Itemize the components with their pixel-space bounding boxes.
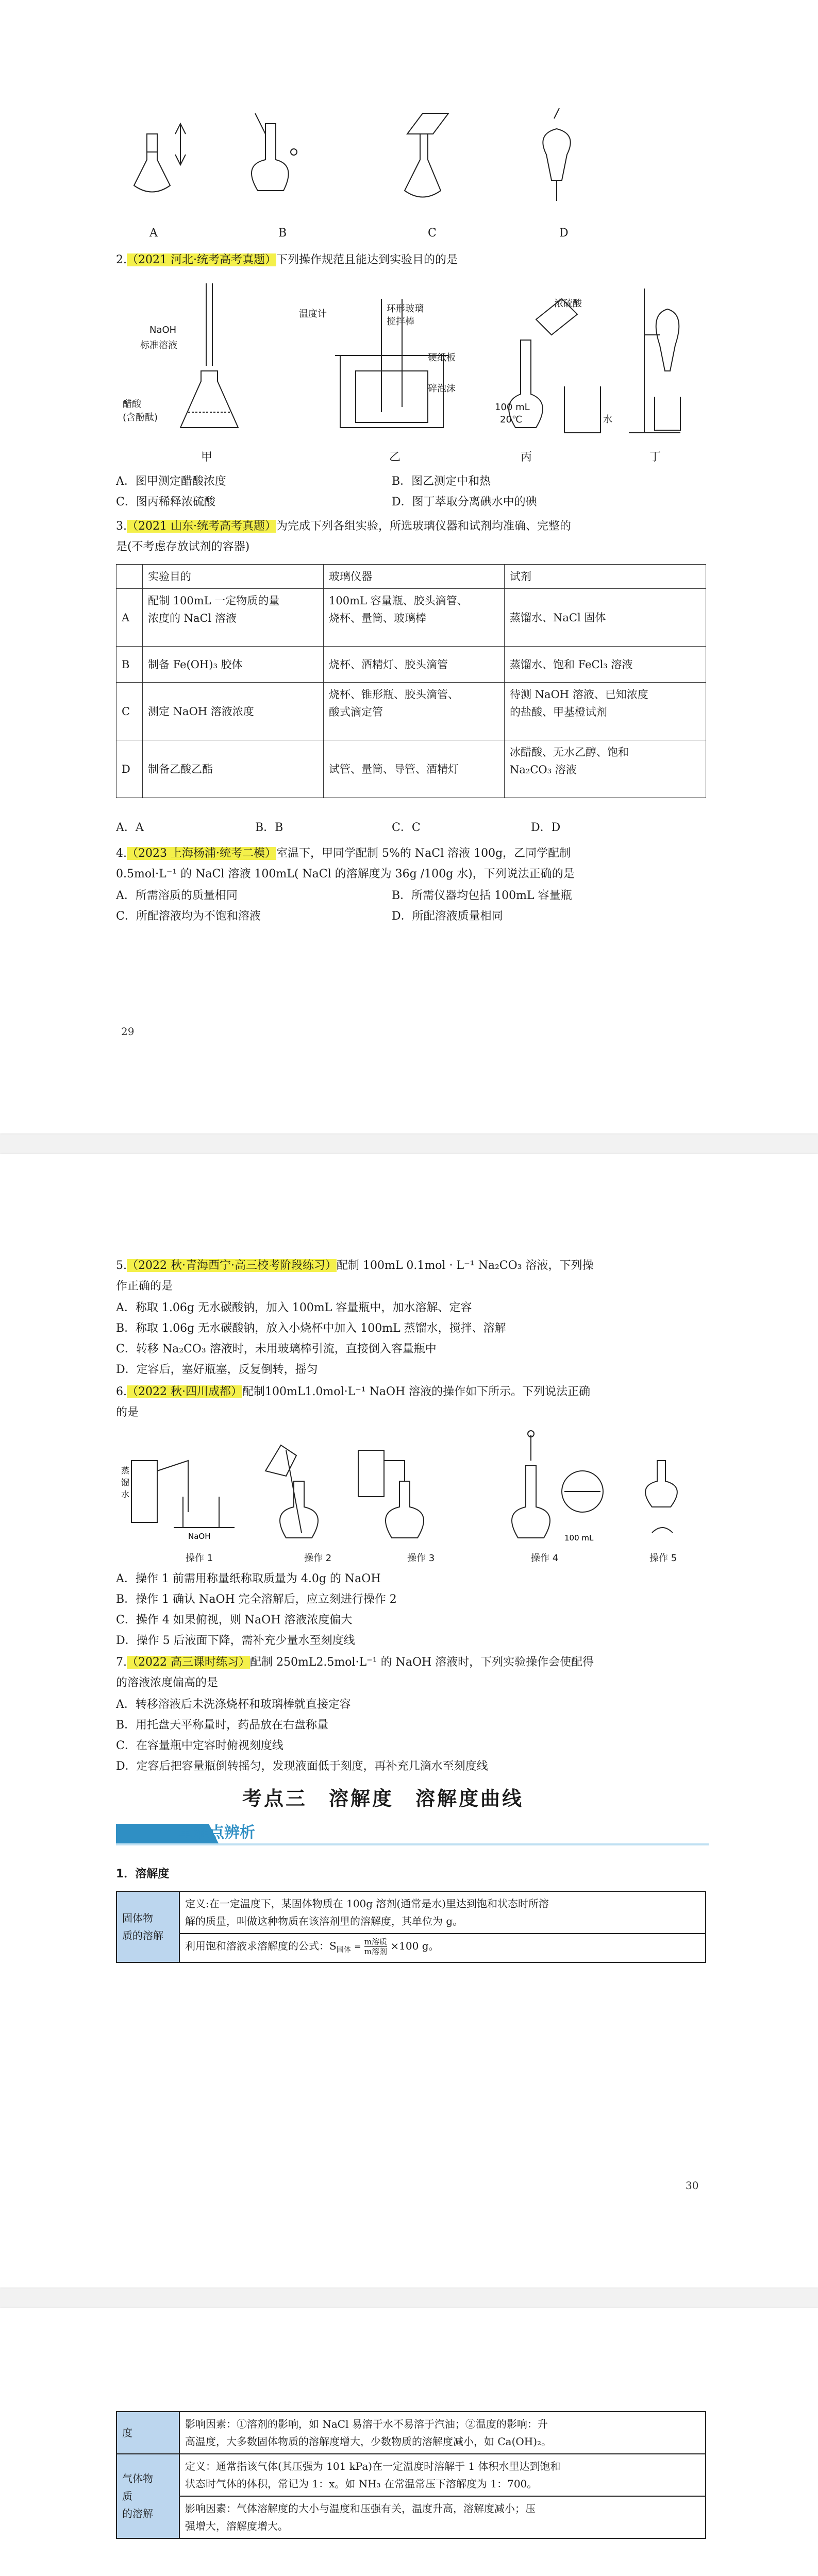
q6-step-5: 操作 5 xyxy=(649,1553,677,1564)
q3-cell-glass xyxy=(324,589,505,647)
q3-cell-reagent xyxy=(505,683,706,740)
q3-option-c: C．C xyxy=(392,821,421,834)
q3-stem xyxy=(116,518,571,535)
q7-num: 7. xyxy=(116,1656,127,1669)
q7-stem-text: 配制 250mL2.5mol·L⁻¹ 的 NaOH 溶液时，下列实验操作会使配得 xyxy=(249,1656,594,1669)
def-gas-factor-row xyxy=(179,2496,706,2538)
q3-row-key: C xyxy=(116,683,143,740)
q3-header-reagent: 试剂 xyxy=(505,565,706,589)
cell-line: Na₂CO₃ 溶液 xyxy=(510,764,577,776)
banner-rule xyxy=(116,1843,709,1845)
q2-label-water: 水 xyxy=(603,414,612,425)
q3-header-glass: 玻璃仪器 xyxy=(324,565,505,589)
q4-source-tag: （2023 上海杨浦·统考二模） xyxy=(127,847,276,860)
q7-option-d: D．定容后把容量瓶倒转摇匀，发现液面低于刻度，再补充几滴水至刻度线 xyxy=(116,1760,488,1773)
table-row xyxy=(116,1934,706,1962)
formula-sub: 固体 xyxy=(336,1946,351,1954)
q4-option-b: B．所需仪器均包括 100mL 容量瓶 xyxy=(392,889,572,902)
q6-label-naoh: NaOH xyxy=(188,1532,211,1541)
cell-line: 蒸馏水、饱和 FeCl₃ 溶液 xyxy=(510,658,633,671)
q6-stem-2: 的是 xyxy=(116,1406,139,1419)
q2-source-tag: （2021 河北·统考高考真题） xyxy=(127,253,276,266)
q6-option-c: C．操作 4 如果俯视，则 NaOH 溶液浓度偏大 xyxy=(116,1614,353,1626)
cell-line: 100mL 容量瓶、胶头滴管、 xyxy=(329,595,468,607)
page-30 xyxy=(0,1154,818,2287)
formula-numerator: m溶质 xyxy=(364,1937,388,1946)
q7-option-c: C．在容量瓶中定容时俯视刻度线 xyxy=(116,1739,283,1752)
q2-option-c: C．图丙稀释浓硫酸 xyxy=(116,496,215,509)
q3-cell-reagent xyxy=(505,647,706,683)
q6-label-water-2: 馏 xyxy=(121,1478,130,1487)
cell-line: 高温度，大多数固体物质的溶解度增大，少数物质的溶解度减小，如 Ca(OH)₂。 xyxy=(185,2435,552,2448)
cell-line: 质 xyxy=(122,2490,132,2502)
q2-option-b: B．图乙测定中和热 xyxy=(392,475,491,488)
q6-stem xyxy=(116,1383,590,1401)
cell-line: 烧杯、酒精灯、胶头滴管 xyxy=(329,658,448,671)
subhead-solubility: 1．溶解度 xyxy=(116,1868,170,1880)
q2-caption-1: 甲 xyxy=(201,451,213,464)
formula-text: 利用饱和溶液求溶解度的公式：S xyxy=(185,1940,337,1952)
q3-cell-purpose xyxy=(143,647,324,683)
q6-step-4: 操作 4 xyxy=(531,1553,559,1564)
table-row xyxy=(116,740,706,798)
q2-option-a: A．图甲测定醋酸浓度 xyxy=(116,475,226,488)
table-row xyxy=(116,683,706,740)
q7-source-tag: （2022 高三课时练习） xyxy=(127,1656,250,1669)
banner-title: 重难点辨析 xyxy=(178,1824,255,1842)
cell-line: 强增大，溶解度增大。 xyxy=(185,2520,288,2532)
apparatus-figure-top xyxy=(119,103,634,227)
cell-line: 试管、量筒、导管、酒精灯 xyxy=(329,762,459,775)
q7-option-a: A．转移溶液后未洗涤烧杯和玻璃棒就直接定容 xyxy=(116,1698,351,1711)
q3-table xyxy=(116,564,706,798)
q5-num: 5. xyxy=(116,1259,127,1272)
definition-table-bottom xyxy=(116,2411,706,2539)
cell-line: 烧杯、量筒、玻璃棒 xyxy=(329,612,426,624)
q6-option-b: B．操作 1 确认 NaOH 完全溶解后，应立刻进行操作 2 xyxy=(116,1593,397,1606)
q2-label-vol1: 100 mL xyxy=(495,402,530,413)
cell-line: 影响因素：①溶剂的影响，如 NaCl 易溶于水不易溶于汽油；②温度的影响：升 xyxy=(185,2418,548,2430)
q3-cell-glass xyxy=(324,740,505,798)
q6-step-2: 操作 2 xyxy=(304,1553,332,1564)
q6-label-vol: 100 mL xyxy=(564,1533,594,1543)
q2-label-foam: 碎泡沫 xyxy=(428,383,456,394)
cell-line: 的溶解 xyxy=(122,2507,153,2520)
cell-line: 制备 Fe(OH)₃ 胶体 xyxy=(148,658,243,671)
apparatus-label-b: B xyxy=(278,227,287,240)
q6-label-water-1: 蒸 xyxy=(121,1466,130,1476)
cell-line: 蒸馏水、NaCl 固体 xyxy=(510,611,606,624)
q5-stem xyxy=(116,1257,593,1275)
q6-source-tag: （2022 秋·四川成都） xyxy=(127,1385,242,1398)
q2-caption-4: 丁 xyxy=(649,451,661,464)
q3-row-key: A xyxy=(116,589,143,647)
q6-option-d: D．操作 5 后液面下降，需补充少量水至刻度线 xyxy=(116,1634,355,1647)
q7-option-b: B．用托盘天平称量时，药品放在右盘称量 xyxy=(116,1719,329,1732)
page-31 xyxy=(0,2308,818,2576)
def-key-solid xyxy=(116,1891,179,1962)
q5-option-a: A．称取 1.06g 无水碳酸钠，加入 100mL 容量瓶中，加水溶解、定容 xyxy=(116,1301,472,1314)
q4-option-a: A．所需溶质的质量相同 xyxy=(116,889,238,902)
q3-stem-text: 为完成下列各组实验，所选玻璃仪器和试剂均准确、完整的 xyxy=(276,520,571,533)
q3-header-blank xyxy=(116,565,143,589)
formula-tail: ×100 g。 xyxy=(390,1940,439,1952)
q2-label-lid: 硬纸板 xyxy=(428,352,456,363)
q5-stem-text: 配制 100mL 0.1mol · L⁻¹ Na₂CO₃ 溶液，下列操 xyxy=(336,1259,594,1272)
q3-cell-purpose xyxy=(143,740,324,798)
q2-caption-3: 丙 xyxy=(521,451,532,464)
q4-option-c: C．所配溶液均为不饱和溶液 xyxy=(116,910,261,923)
q3-row-key: B xyxy=(116,647,143,683)
q2-label-stirrer2: 搅拌棒 xyxy=(387,316,414,327)
q6-step-1: 操作 1 xyxy=(186,1553,213,1564)
def-key-degree: 度 xyxy=(116,2412,179,2454)
q6-stem-text: 配制100mL1.0mol·L⁻¹ NaOH 溶液的操作如下所示。下列说法正确 xyxy=(242,1385,591,1398)
section-title: 考点三 溶解度 溶解度曲线 xyxy=(242,1787,524,1810)
def-row2: 利用饱和溶液求溶解度的公式：$S_{固体}$ = m溶质 m溶剂 ×100 g。 xyxy=(179,1934,706,1962)
q3-cell-reagent xyxy=(505,589,706,647)
cell-line: 冰醋酸、无水乙醇、饱和 xyxy=(510,746,629,758)
def-row1 xyxy=(179,1891,706,1934)
page-29 xyxy=(0,0,818,1133)
table-row xyxy=(116,1891,706,1934)
q4-stem-2: 0.5mol·L⁻¹ 的 NaCl 溶液 100mL( NaCl 的溶解度为 36g /100g 水)，下列说法正确的是 xyxy=(116,868,575,880)
table-row xyxy=(116,647,706,683)
q3-header-purpose: 实验目的 xyxy=(143,565,324,589)
cell-line: 酸式滴定管 xyxy=(329,706,383,718)
q2-num: 2. xyxy=(116,253,127,266)
q2-label-std: 标准溶液 xyxy=(140,340,177,351)
q2-label-acid: 醋酸 xyxy=(123,399,141,410)
q5-stem-2: 作正确的是 xyxy=(116,1280,173,1293)
cell-line: 烧杯、锥形瓶、胶头滴管、 xyxy=(329,688,459,701)
q6-option-a: A．操作 1 前需用称量纸称取质量为 4.0g 的 NaOH xyxy=(116,1572,381,1585)
q3-stem-2: 是(不考虑存放试剂的容器) xyxy=(116,540,250,553)
q3-cell-glass xyxy=(324,647,505,683)
q2-label-thermo: 温度计 xyxy=(299,309,327,319)
table-row xyxy=(116,2496,706,2538)
q2-label-phenol: (含酚酞) xyxy=(123,412,158,423)
cell-line: 配制 100mL 一定物质的量 xyxy=(148,595,280,607)
cell-line: 影响因素：气体溶解度的大小与温度和压强有关，温度升高，溶解度减小；压 xyxy=(185,2502,536,2515)
q6-procedure-figure xyxy=(116,1430,709,1548)
q7-stem xyxy=(116,1654,594,1671)
apparatus-label-d: D xyxy=(559,227,569,240)
q4-stem-text: 室温下，甲同学配制 5%的 NaCl 溶液 100g，乙同学配制 xyxy=(276,847,571,860)
q5-option-c: C．转移 Na₂CO₃ 溶液时，未用玻璃棒引流，直接倒入容量瓶中 xyxy=(116,1343,437,1355)
table-row xyxy=(116,2412,706,2454)
page-number: 29 xyxy=(121,1025,135,1038)
cell-line: 状态时气体的体积，常记为 1：x。如 NH₃ 在常温常压下溶解度为 1：700。 xyxy=(185,2478,538,2490)
q6-label-water-3: 水 xyxy=(121,1489,130,1499)
q5-option-b: B．称取 1.06g 无水碳酸钠，放入小烧杯中加入 100mL 蒸馏水，搅拌、溶解 xyxy=(116,1322,506,1335)
cell-line: 待测 NaOH 溶液、已知浓度 xyxy=(510,688,648,701)
apparatus-label-a: A xyxy=(149,227,158,240)
q2-label-conc-acid: 浓硫酸 xyxy=(554,298,582,309)
def-key-gas xyxy=(116,2454,179,2538)
apparatus-label-c: C xyxy=(428,227,437,240)
definition-table-top xyxy=(116,1891,706,1963)
q7-stem-2: 的溶液浓度偏高的是 xyxy=(116,1676,219,1689)
cell-line: 的盐酸、甲基橙试剂 xyxy=(510,706,607,718)
q3-option-a: A．A xyxy=(116,821,144,834)
q3-row-key: D xyxy=(116,740,143,798)
q2-option-d: D．图丁萃取分离碘水中的碘 xyxy=(392,496,537,509)
q2-label-stirrer1: 环形玻璃 xyxy=(387,303,424,314)
q4-stem xyxy=(116,845,571,862)
cell-line: 质的溶解 xyxy=(122,1929,163,1942)
q3-source-tag: （2021 山东·统考高考真题） xyxy=(127,520,276,533)
def-gas-row xyxy=(179,2454,706,2496)
cell-line: 固体物 xyxy=(122,1912,153,1924)
def-factor-row xyxy=(179,2412,706,2454)
cell-line: 测定 NaOH 溶液浓度 xyxy=(148,705,254,718)
q5-source-tag: （2022 秋·青海西宁·高三校考阶段练习） xyxy=(127,1259,337,1272)
table-row xyxy=(116,589,706,647)
q4-option-d: D．所配溶液质量相同 xyxy=(392,910,503,923)
q2-stem xyxy=(116,251,458,269)
q3-cell-purpose xyxy=(143,589,324,647)
q3-cell-purpose xyxy=(143,683,324,740)
q3-option-d: D．D xyxy=(531,821,561,834)
cell-line: 定义:在一定温度下，某固体物质在 100g 溶剂(通常是水)里达到饱和状态时所溶 xyxy=(185,1897,549,1910)
cell-line: 浓度的 NaCl 溶液 xyxy=(148,612,237,624)
q3-cell-glass xyxy=(324,683,505,740)
q5-option-d: D．定容后，塞好瓶塞，反复倒转，摇匀 xyxy=(116,1363,318,1376)
q2-label-naoh: NaOH xyxy=(149,325,177,335)
q6-step-3: 操作 3 xyxy=(407,1553,435,1564)
q2-label-vol2: 20℃ xyxy=(500,414,523,425)
q4-num: 4. xyxy=(116,847,127,860)
q3-option-b: B．B xyxy=(255,821,283,834)
cell-line: 制备乙酸乙酯 xyxy=(148,762,213,775)
cell-line: 定义：通常指该气体(其压强为 101 kPa)在一定温度时溶解于 1 体积水里达到饱和 xyxy=(185,2460,561,2472)
q3-num: 3. xyxy=(116,520,127,533)
q3-cell-reagent xyxy=(505,740,706,798)
q2-stem-text: 下列操作规范且能达到实验目的的是 xyxy=(276,253,458,266)
q6-num: 6. xyxy=(116,1385,127,1398)
table-row xyxy=(116,565,706,589)
formula-denominator: m溶剂 xyxy=(364,1947,388,1956)
cell-line: 气体物 xyxy=(122,2472,153,2485)
cell-line: 解的质量，叫做这种物质在该溶剂里的溶解度，其单位为 g。 xyxy=(185,1915,463,1927)
page-number: 30 xyxy=(686,2179,699,2192)
q2-caption-2: 乙 xyxy=(389,451,401,464)
table-row xyxy=(116,2454,706,2496)
